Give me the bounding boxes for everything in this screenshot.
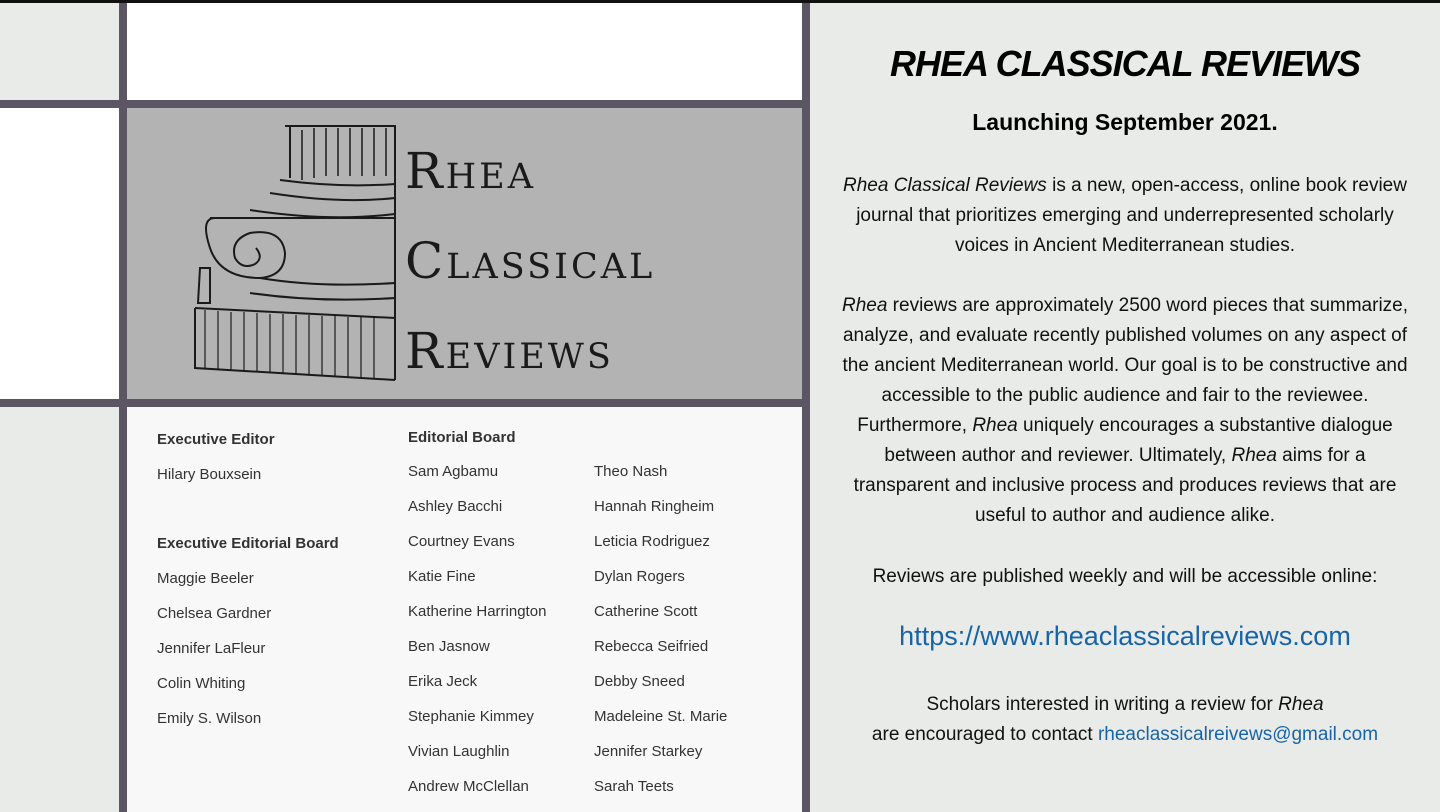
list-item: Erika Jeck	[408, 673, 478, 690]
grid-line	[802, 3, 810, 812]
executive-editor-name: Hilary Bouxsein	[157, 466, 262, 483]
contact-paragraph	[840, 690, 1410, 750]
column-capital-icon	[190, 118, 400, 383]
list-item: Maggie Beeler	[157, 570, 254, 587]
intro-paragraph	[840, 171, 1410, 261]
wordmark-line	[405, 306, 655, 396]
journal-name: Rhea	[1231, 445, 1277, 466]
list-item: Theo Nash	[594, 463, 668, 480]
executive-board-heading: Executive Editorial Board	[157, 535, 339, 552]
list-item: Katie Fine	[408, 568, 476, 585]
wordmark-text: Classical	[405, 232, 656, 290]
list-item: Emily S. Wilson	[157, 710, 262, 727]
schedule-paragraph: Reviews are published weekly and will be accessible online:	[872, 566, 1378, 587]
corner-block	[0, 3, 119, 100]
list-item: Hannah Ringheim	[594, 498, 715, 515]
list-item: Andrew McClellan	[408, 778, 529, 795]
list-item: Colin Whiting	[157, 675, 246, 692]
list-item: Madeleine St. Marie	[594, 708, 728, 725]
journal-name: Rhea	[972, 415, 1018, 436]
list-item: Sam Agbamu	[408, 463, 499, 480]
executive-editor-heading: Executive Editor	[157, 431, 275, 448]
list-item: Ben Jasnow	[408, 638, 490, 655]
list-item: Debby Sneed	[594, 673, 685, 690]
side-bottom-block	[0, 407, 119, 812]
list-item: Jennifer Starkey	[594, 743, 703, 760]
journal-name: Rhea Classical Reviews	[843, 175, 1047, 196]
website-link[interactable]: https://www.rheaclassicalreviews.com	[899, 621, 1351, 651]
list-item: Katherine Harrington	[408, 603, 547, 620]
grid-line	[119, 3, 127, 812]
wordmark-text: Reviews	[405, 322, 614, 380]
list-item: Chelsea Gardner	[157, 605, 272, 622]
list-item: Courtney Evans	[408, 533, 515, 550]
info-panel	[810, 3, 1440, 812]
wordmark-line	[405, 216, 655, 306]
journal-wordmark	[405, 126, 655, 396]
side-white-block	[0, 108, 119, 399]
list-item: Sarah Teets	[594, 778, 674, 795]
list-item: Stephanie Kimmey	[408, 708, 534, 725]
list-item: Jennifer LaFleur	[157, 640, 266, 657]
list-item: Vivian Laughlin	[408, 743, 510, 760]
paragraph-text: uniquely encourages a substantive dialogue between author and reviewer. Ultimately,	[884, 415, 1393, 466]
wordmark-text: Rhea	[405, 142, 536, 200]
paragraph-text: are encouraged to contact	[871, 724, 1098, 745]
list-item: Ashley Bacchi	[408, 498, 503, 515]
journal-name: Rhea	[1278, 694, 1324, 715]
launch-subtitle: Launching September 2021.	[972, 109, 1278, 135]
grid-line	[0, 399, 810, 407]
list-item: Leticia Rodriguez	[594, 533, 710, 550]
list-item: Catherine Scott	[594, 603, 698, 620]
paragraph-text: Scholars interested in writing a review for	[926, 694, 1279, 715]
grid-line	[0, 100, 810, 108]
paragraph-text: is a new, open-access, online book review journal that prioritizes emerging and underrepresented scholarly voices in Ancient Mediterranean studies.	[856, 175, 1407, 256]
paragraph-text: reviews are approximately 2500 word pieces that summarize, analyze, and evaluate recently published volumes on any aspect of the ancient Mediterranean world. Our goal is to be constructive and accessible to the public audience and fair to the reviewee. Furthermore,	[842, 295, 1409, 436]
wordmark-line	[405, 126, 655, 216]
description-paragraph	[840, 291, 1410, 531]
journal-name: Rhea	[841, 295, 888, 316]
editorial-board-heading: Editorial Board	[408, 429, 516, 446]
header-blank-block	[127, 3, 802, 100]
page-title: RHEA CLASSICAL REVIEWS	[889, 43, 1361, 84]
contact-email-link[interactable]: rheaclassicalreivews@gmail.com	[1097, 724, 1379, 745]
list-item: Rebecca Seifried	[594, 638, 709, 655]
paragraph-text: aims for a transparent and inclusive process and produces reviews that are useful to author and audience alike.	[853, 445, 1397, 526]
list-item: Dylan Rogers	[594, 568, 685, 585]
